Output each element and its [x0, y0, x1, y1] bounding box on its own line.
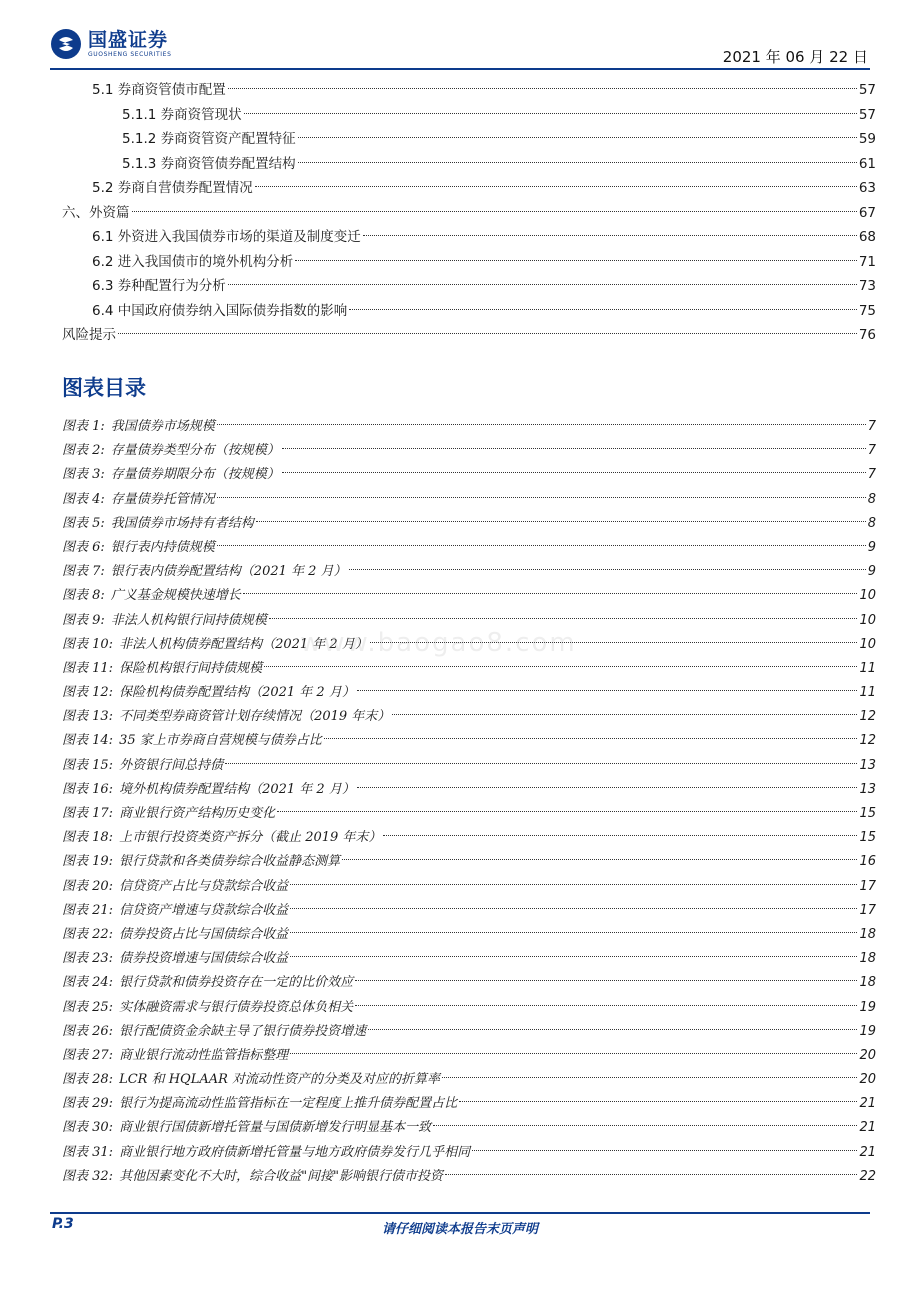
figure-entry-number: 图表 17:	[62, 806, 114, 821]
figure-entry-title: 商业银行资产结构历史变化	[119, 806, 276, 821]
toc-entry[interactable]	[62, 225, 876, 250]
figure-entry-page: 11	[859, 685, 876, 701]
dot-leader	[368, 1029, 857, 1030]
dot-leader	[217, 497, 866, 498]
figure-entry-title: 保险机构债券配置结构（2021 年 2 月）	[119, 685, 355, 701]
toc-entry-page: 57	[858, 106, 876, 123]
figure-entry-page: 17	[859, 902, 876, 918]
figure-entry-number: 图表 28:	[62, 1072, 114, 1088]
figure-entry-label	[62, 560, 347, 584]
figure-entry-label	[62, 1165, 443, 1189]
figure-entry[interactable]	[62, 729, 876, 753]
toc-entry-label	[122, 152, 296, 177]
dot-leader	[290, 884, 857, 885]
figure-entry-label	[62, 681, 355, 705]
page-number: P.3	[52, 1216, 74, 1232]
figure-entry-page: 18	[859, 951, 876, 967]
figure-entry[interactable]	[62, 899, 876, 923]
dot-leader	[264, 666, 857, 667]
figure-entry-label	[62, 415, 215, 439]
figure-entry-title: 银行表内持债规模	[110, 539, 215, 555]
figure-entry-title: 债券投资增速与国债综合收益	[119, 951, 289, 967]
figure-entry-number: 图表 2:	[62, 443, 105, 459]
toc-entry-number: 6.1	[92, 229, 114, 245]
figure-entry[interactable]	[62, 826, 876, 850]
toc-entry-number: 6.4	[92, 302, 114, 319]
toc-entry-number: 5.1	[92, 82, 114, 98]
figure-entry-title: 债券投资占比与国债综合收益	[119, 926, 289, 942]
figure-entry-label	[62, 1020, 366, 1044]
toc-entry-label	[122, 127, 296, 152]
dot-leader	[433, 1125, 857, 1126]
figure-entry-page: 18	[859, 926, 876, 942]
figure-entry[interactable]	[62, 875, 876, 899]
figure-entry-number: 图表 8:	[62, 588, 105, 604]
figure-entry-number: 图表 1:	[62, 419, 105, 434]
figure-entry-label	[62, 705, 390, 729]
figure-entry-number: 图表 19:	[62, 854, 114, 870]
figure-entry[interactable]	[62, 947, 876, 971]
figure-entry-label	[62, 463, 280, 487]
figure-entry-page: 19	[859, 1023, 876, 1039]
toc-entry-label	[92, 176, 253, 201]
toc-entry-number: 5.1.2	[122, 131, 157, 147]
figure-entry-label	[62, 488, 215, 512]
figure-entry-number: 图表 25:	[62, 999, 114, 1015]
figure-entry-number: 图表 27:	[62, 1047, 114, 1063]
toc-entry[interactable]	[62, 250, 876, 275]
figure-entry-number: 图表 21:	[62, 902, 114, 918]
figure-entry[interactable]	[62, 1092, 876, 1116]
toc-entry-label	[92, 78, 226, 103]
toc-entry-page: 59	[858, 131, 876, 147]
figure-entry-title: 信贷资产增速与贷款综合收益	[119, 902, 289, 918]
figure-entry-page: 7	[867, 467, 876, 483]
toc-entry-page: 68	[858, 229, 876, 245]
toc-entry-label	[62, 201, 130, 226]
figure-entry-title: 境外机构债券配置结构（2021 年 2 月）	[119, 781, 355, 797]
figure-entry-page: 21	[859, 1096, 876, 1112]
toc-entry-title: 券种配置行为分析	[117, 278, 226, 294]
toc-entry-page: 63	[858, 180, 876, 196]
dot-leader	[228, 284, 857, 285]
dot-leader	[295, 260, 857, 261]
toc-entry[interactable]	[62, 176, 876, 201]
figure-entry-page: 9	[867, 539, 876, 555]
figure-entry-page: 10	[859, 636, 876, 652]
figure-entry-label	[62, 778, 355, 802]
logo-english-name: GUOSHENG SECURITIES	[88, 51, 172, 58]
figure-entry[interactable]	[62, 681, 876, 705]
dot-leader	[363, 235, 857, 236]
figure-entry-label	[62, 996, 353, 1020]
figure-entry-title: 35 家上市券商自营规模与债券占比	[119, 733, 322, 749]
toc-entry-label	[92, 250, 293, 275]
figure-entry[interactable]	[62, 657, 876, 681]
figure-entry[interactable]	[62, 850, 876, 874]
toc-entry-page: 67	[858, 204, 876, 221]
figure-entry-number: 图表 9:	[62, 612, 105, 628]
figure-entry-number: 图表 5:	[62, 515, 105, 531]
figure-entry-title: 商业银行国债新增托管量与国债新增发行明显基本一致	[119, 1120, 432, 1136]
dot-leader	[255, 186, 857, 187]
toc-entry[interactable]	[62, 127, 876, 152]
figure-entry-number: 图表 15:	[62, 757, 114, 773]
figure-entry-title: 非法人机构银行间持债规模	[110, 612, 267, 628]
dot-leader	[442, 1077, 857, 1078]
figure-entry-title: 不同类型券商资管计划存续情况（2019 年末）	[119, 709, 391, 725]
figure-entry-label	[62, 875, 288, 899]
figure-entry[interactable]	[62, 754, 876, 778]
figure-entry-number: 图表 23:	[62, 951, 114, 967]
dot-leader	[290, 1053, 857, 1054]
dot-leader	[349, 309, 857, 310]
toc-entry-label	[122, 103, 242, 128]
disclaimer-note: 请仔细阅读本报告末页声明	[381, 1222, 538, 1237]
figure-entry-number: 图表 30:	[62, 1120, 114, 1136]
dot-leader	[269, 618, 858, 619]
dot-leader	[349, 569, 866, 570]
toc-entry-title: 券商资管债市配置	[117, 82, 226, 98]
figure-entry-title: 银行配债资金余缺主导了银行债券投资增速	[119, 1023, 367, 1039]
figure-entry[interactable]	[62, 778, 876, 802]
figure-entry-number: 图表 11:	[62, 660, 114, 676]
figure-entry-number: 图表 16:	[62, 781, 114, 797]
toc-entry-title: 中国政府债券纳入国际债券指数的影响	[117, 302, 348, 319]
figure-entry-title: 存量债券类型分布（按规模）	[110, 443, 280, 459]
toc-entry-title: 券商资管资产配置特征	[160, 131, 296, 147]
toc-entry-title: 券商资管现状	[160, 106, 242, 123]
figure-entry-page: 16	[859, 854, 876, 870]
figure-entry-title: 银行表内债券配置结构（2021 年 2 月）	[110, 564, 347, 580]
figure-entry-title: 存量债券托管情况	[110, 491, 215, 507]
dot-leader	[256, 521, 866, 522]
figure-entry-page: 15	[859, 806, 876, 821]
dot-leader	[357, 787, 858, 788]
figure-entry-page: 10	[859, 588, 876, 604]
figure-entry-page: 13	[859, 757, 876, 773]
figure-entry-title: 非法人机构债券配置结构（2021 年 2 月）	[119, 636, 368, 652]
figure-entry-number: 图表 4:	[62, 491, 105, 507]
dot-leader	[392, 714, 857, 715]
toc-entry[interactable]	[62, 152, 876, 177]
dot-leader	[355, 980, 857, 981]
figure-entry-page: 13	[859, 781, 876, 797]
figure-entry-label	[62, 1068, 440, 1092]
figure-entry[interactable]	[62, 1068, 876, 1092]
figure-entry-page: 18	[859, 975, 876, 991]
figure-entry[interactable]	[62, 705, 876, 729]
figure-entry-page: 20	[859, 1047, 876, 1063]
toc-entry[interactable]	[62, 274, 876, 299]
figure-entry-title: 存量债券期限分布（按规模）	[110, 467, 280, 483]
figure-entry[interactable]	[62, 1044, 876, 1068]
figure-entry-label	[62, 1116, 431, 1140]
toc-entry-page: 73	[858, 278, 876, 294]
dot-leader	[357, 690, 858, 691]
figure-entry-label	[62, 971, 353, 995]
toc-entry-label	[92, 274, 226, 299]
toc-entry-number: 5.2	[92, 180, 114, 196]
figure-entry-label	[62, 439, 280, 463]
figure-entry[interactable]	[62, 439, 876, 463]
figure-entry-page: 20	[859, 1072, 876, 1088]
figure-entry-number: 图表 26:	[62, 1023, 114, 1039]
figure-entry-title: 银行贷款和各类债券综合收益静态测算	[119, 854, 341, 870]
figure-entry-label	[62, 1092, 457, 1116]
list-of-figures	[62, 415, 876, 1189]
figure-entry-label	[62, 850, 340, 874]
figure-entry-page: 7	[867, 443, 876, 459]
figure-entry-title: 商业银行流动性监管指标整理	[119, 1047, 289, 1063]
figure-entry-number: 图表 18:	[62, 830, 114, 846]
figure-entry[interactable]	[62, 1020, 876, 1044]
figure-entry-number: 图表 12:	[62, 685, 114, 701]
toc-entry-title: 六、外资篇	[62, 204, 130, 221]
figure-entry-page: 8	[867, 491, 876, 507]
figure-entry-label	[62, 536, 215, 560]
figure-entry-number: 图表 10:	[62, 636, 114, 652]
toc-entry[interactable]	[62, 323, 876, 348]
figure-entry-page: 10	[859, 612, 876, 628]
figure-entry-number: 图表 3:	[62, 467, 105, 483]
toc-entry-title: 进入我国债市的境外机构分析	[117, 253, 294, 270]
toc-entry-title: 券商自营债券配置情况	[117, 180, 253, 196]
toc-entry-number: 5.1.3	[122, 155, 157, 172]
figure-entry-title: 保险机构银行间持债规模	[119, 660, 263, 676]
dot-leader	[290, 956, 857, 957]
figure-entry-label	[62, 657, 262, 681]
figure-entry-page: 21	[859, 1144, 876, 1160]
company-logo	[50, 28, 171, 60]
figure-entry-label	[62, 754, 223, 778]
table-of-contents	[62, 78, 876, 348]
figure-entry-label	[62, 899, 288, 923]
figure-entry[interactable]	[62, 1165, 876, 1189]
figure-entry-page: 22	[859, 1168, 876, 1184]
figure-entry-title: 其他因素变化不大时，综合收益"间接"影响银行债市投资	[119, 1168, 444, 1184]
footer-divider	[50, 1212, 870, 1214]
watermark: www.baogao8.com	[300, 628, 577, 658]
toc-entry-page: 57	[858, 82, 876, 98]
figure-entry-page: 19	[859, 999, 876, 1015]
toc-entry-label	[62, 323, 116, 348]
figure-entry-number: 图表 22:	[62, 926, 114, 942]
figure-entry[interactable]	[62, 802, 876, 826]
figure-entry-number: 图表 20:	[62, 878, 114, 894]
dot-leader	[217, 424, 866, 425]
figure-entry[interactable]	[62, 560, 876, 584]
figure-entry-label	[62, 802, 275, 826]
figure-entry-label	[62, 609, 267, 633]
logo-chinese-name: 国盛证券	[88, 29, 169, 51]
figure-entry-title: 广义基金规模快速增长	[110, 588, 241, 604]
toc-entry-page: 75	[858, 302, 876, 319]
figure-entry-number: 图表 29:	[62, 1096, 114, 1112]
dot-leader	[324, 738, 858, 739]
figure-entry-title: 我国债券市场持有者结构	[110, 515, 254, 531]
figure-entry-page: 8	[867, 515, 876, 531]
figure-entry-title: 外资银行间总持债	[119, 757, 224, 773]
dot-leader	[459, 1101, 857, 1102]
figure-entry-title: 我国债券市场规模	[110, 419, 215, 434]
figure-entry-number: 图表 13:	[62, 709, 114, 725]
figure-entry-number: 图表 24:	[62, 975, 114, 991]
toc-entry-label	[92, 299, 347, 324]
page-header	[0, 0, 920, 70]
figure-entry-number: 图表 31:	[62, 1144, 114, 1160]
toc-entry-number: 5.1.1	[122, 106, 157, 123]
figure-entry[interactable]	[62, 488, 876, 512]
figure-entry-page: 15	[859, 830, 876, 846]
dot-leader	[277, 811, 857, 812]
toc-entry-page: 71	[858, 253, 876, 270]
figure-entry-label	[62, 729, 322, 753]
figure-entry-label	[62, 1044, 288, 1068]
toc-entry-label	[92, 225, 361, 250]
dot-leader	[225, 763, 857, 764]
figure-entry[interactable]	[62, 415, 876, 439]
toc-entry-page: 61	[858, 155, 876, 172]
figure-entry-number: 图表 32:	[62, 1168, 114, 1184]
toc-entry-title: 风险提示	[62, 327, 116, 343]
toc-entry[interactable]	[62, 201, 876, 226]
toc-entry-title: 券商资管债券配置结构	[160, 155, 296, 172]
figure-entry-title: 商业银行地方政府债新增托管量与地方政府债券发行几乎相同	[119, 1144, 471, 1160]
figure-entry-label	[62, 826, 381, 850]
figure-entry-page: 12	[859, 733, 876, 749]
report-date: 2021 年 06 月 22 日	[722, 48, 868, 66]
dot-leader	[355, 1005, 857, 1006]
figure-entry-page: 7	[867, 419, 876, 434]
dot-leader	[282, 472, 866, 473]
dot-leader	[298, 137, 857, 138]
toc-entry-number: 6.3	[92, 278, 114, 294]
toc-entry-title: 外资进入我国债券市场的渠道及制度变迁	[117, 229, 361, 245]
figure-entry[interactable]	[62, 923, 876, 947]
figure-entry-page: 11	[859, 660, 876, 676]
dot-leader	[290, 908, 857, 909]
dot-leader	[445, 1174, 857, 1175]
dot-leader	[244, 113, 857, 114]
dot-leader	[132, 211, 857, 212]
figure-entry[interactable]	[62, 536, 876, 560]
figure-entry-page: 17	[859, 878, 876, 894]
toc-entry-page: 76	[858, 327, 876, 343]
dot-leader	[342, 859, 857, 860]
figure-entry[interactable]	[62, 996, 876, 1020]
toc-entry[interactable]	[62, 103, 876, 128]
figure-entry-label	[62, 947, 288, 971]
figure-entry-title: 银行为提高流动性监管指标在一定程度上推升债券配置占比	[119, 1096, 458, 1112]
figure-entry-title: LCR 和 HQLAAR 对流动性资产的分类及对应的折算率	[119, 1072, 441, 1088]
figures-section-title: 图表目录	[62, 376, 146, 400]
toc-entry[interactable]	[62, 78, 876, 103]
toc-entry[interactable]	[62, 299, 876, 324]
figure-entry-page: 12	[859, 709, 876, 725]
figure-entry-label	[62, 584, 241, 608]
toc-entry-number: 6.2	[92, 253, 114, 270]
figure-entry-title: 上市银行投资类资产拆分（截止 2019 年末）	[119, 830, 382, 846]
dot-leader	[243, 593, 858, 594]
figure-entry-label	[62, 512, 254, 536]
figure-entry[interactable]	[62, 971, 876, 995]
figure-entry[interactable]	[62, 463, 876, 487]
figure-entry-page: 9	[867, 564, 876, 580]
dot-leader	[217, 545, 866, 546]
figure-entry-number: 图表 14:	[62, 733, 114, 749]
header-divider	[50, 68, 870, 70]
figure-entry-page: 21	[859, 1120, 876, 1136]
figure-entry[interactable]	[62, 1116, 876, 1140]
figure-entry[interactable]	[62, 584, 876, 608]
dot-leader	[228, 88, 857, 89]
dot-leader	[383, 835, 857, 836]
figure-entry-number: 图表 6:	[62, 539, 105, 555]
dot-leader	[290, 932, 857, 933]
dot-leader	[282, 448, 866, 449]
figure-entry-number: 图表 7:	[62, 564, 105, 580]
figure-entry[interactable]	[62, 512, 876, 536]
figure-entry-title: 信贷资产占比与贷款综合收益	[119, 878, 289, 894]
figure-entry[interactable]	[62, 1141, 876, 1165]
figure-entry-label	[62, 923, 288, 947]
figure-entry-title: 实体融资需求与银行债券投资总体负相关	[119, 999, 354, 1015]
figure-entry-label	[62, 1141, 470, 1165]
dot-leader	[298, 162, 857, 163]
figure-entry-title: 银行贷款和债券投资存在一定的比价效应	[119, 975, 354, 991]
logo-mark-icon	[50, 28, 82, 60]
dot-leader	[472, 1150, 857, 1151]
dot-leader	[118, 333, 857, 334]
